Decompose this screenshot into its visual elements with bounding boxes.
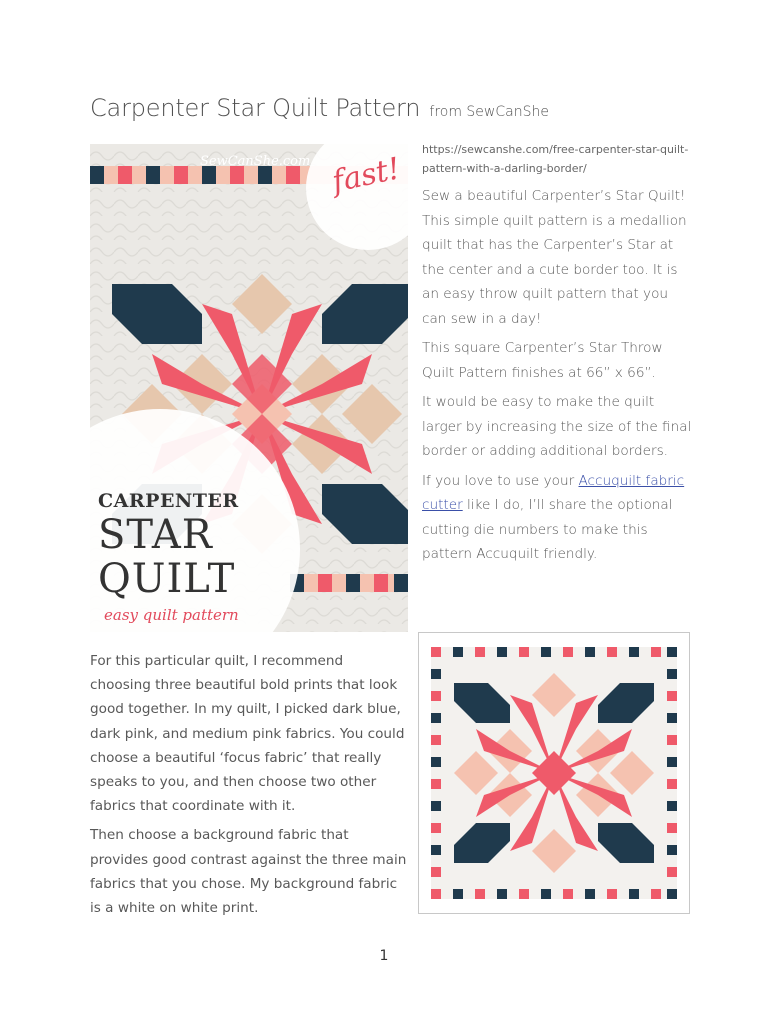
right-column-text	[422, 184, 692, 572]
fabric-choice-paragraph: For this particular quilt, I recommend choosing three beautiful bold prints that look good together. In my quilt, I picked dark blue, dark pink, and medium pink fabrics. You could choose a beautiful ‘focus fabric’ that really speaks to you, and then choose two other fabrics that coordinate with it.	[90, 653, 405, 815]
size-paragraph: This square Carpenter’s Star Throw Quilt Pattern finishes at 66” x 66”.	[422, 340, 663, 381]
diagram-star	[454, 673, 654, 873]
accuquilt-text-before: If you love to use your	[422, 472, 579, 489]
enlarge-paragraph: It would be easy to make the quilt larger by increasing the size of the final border or adding additional borders.	[422, 394, 692, 459]
accuquilt-text-after: like I do, I’ll share the optional cutting die numbers to make this pattern Accuquilt friendly.	[422, 497, 673, 562]
title-main: Carpenter Star Quilt Pattern	[90, 94, 421, 122]
background-fabric-paragraph: Then choose a background fabric that provides good contrast against the three main fabrics that you chose. My background fabric is a white on white print.	[90, 827, 407, 917]
quilt-cover-photo	[90, 144, 408, 632]
fast-badge: fast!	[328, 151, 403, 200]
quilt-diagram	[418, 632, 690, 914]
source-url: https://sewcanshe.com/free-carpenter-star-quilt-pattern-with-a-darling-border/	[422, 143, 689, 175]
title-source: from SewCanShe	[429, 104, 549, 120]
cover-line-carpenter: CARPENTER	[98, 490, 239, 512]
cover-line-quilt: QUILT	[98, 556, 236, 602]
cover-line-tagline: easy quilt pattern	[104, 606, 239, 624]
left-column-text	[90, 649, 408, 925]
accuquilt-link[interactable]: Accuquilt fabric cutter	[422, 472, 685, 513]
cover-line-star: STAR	[98, 512, 213, 558]
accuquilt-paragraph	[422, 469, 692, 567]
cover-title-block	[90, 462, 290, 632]
page-number: 1	[379, 948, 389, 964]
intro-paragraph: Sew a beautiful Carpenter’s Star Quilt! This simple quilt pattern is a medallion quilt that has the Carpenter’s Star at the center and a cute border too. It is an easy throw quilt pattern that you can sew in a day!	[422, 188, 687, 327]
quilt-diagram-graphic	[419, 633, 689, 913]
brand-watermark: SewCanShe.com	[200, 154, 311, 169]
page-title	[90, 94, 549, 122]
